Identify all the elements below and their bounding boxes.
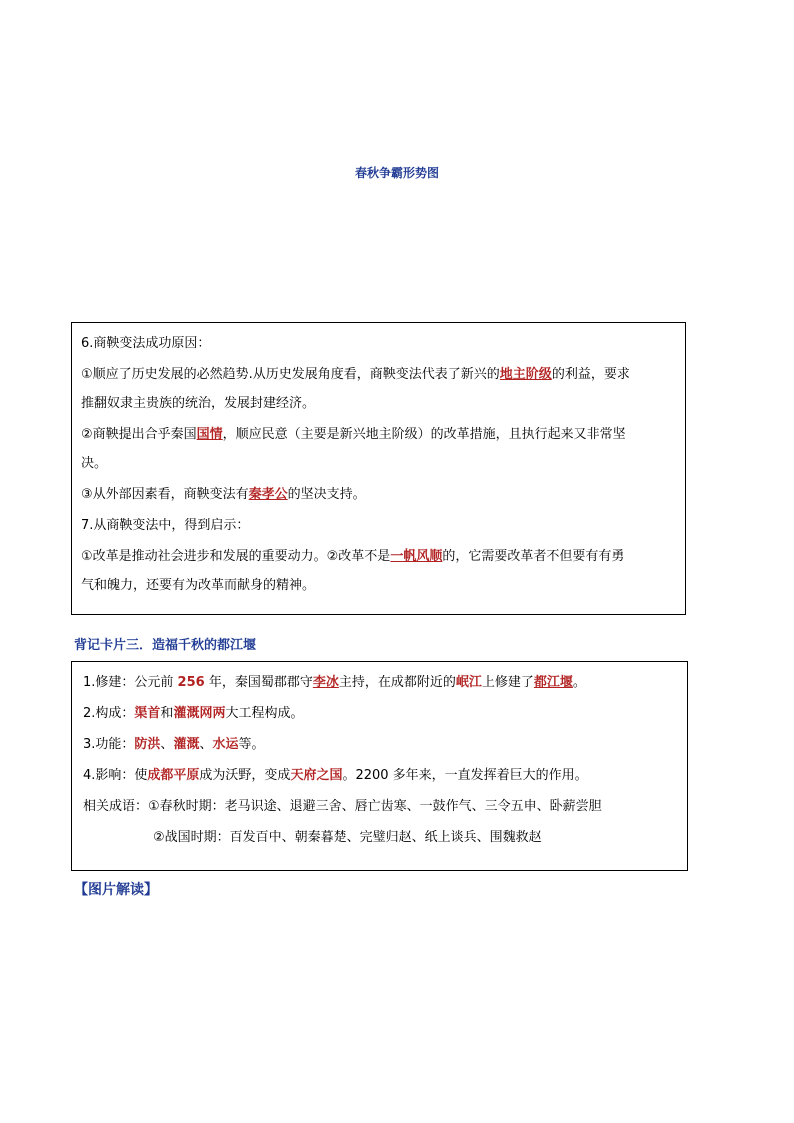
lesson-heading: 7.从商鞅变法中，得到启示： [81, 518, 250, 533]
keyword-chengdu-plain: 成都平原 [147, 768, 200, 783]
keyword-min-river: 岷江 [455, 675, 482, 690]
keyword-duke-xiao: 秦孝公 [248, 487, 288, 502]
keyword-water-transport: 水运 [212, 737, 239, 752]
keyword-flood-control: 防洪 [134, 737, 161, 752]
reason-2-cont: 决。 [81, 456, 108, 471]
function-row: 3.功能：防洪、灌溉、水运等。 [83, 737, 265, 752]
keyword-irrigation: 灌溉 [173, 737, 200, 752]
dujiangyan-box [71, 661, 688, 871]
idioms-warring-states: ②战国时期：百发百中、朝秦暮楚、完璧归赵、纸上谈兵、围魏救赵 [153, 830, 542, 845]
lesson-1: ①改革是推动社会进步和发展的重要动力。②改革不是一帆风顺的，它需要改革者不但要有有勇 [81, 549, 625, 564]
keyword-national-conditions: 国情 [196, 427, 223, 442]
keyword-smooth-sailing: 一帆风顺 [390, 549, 443, 564]
keyword-irrigation-network: 灌溉网两 [173, 706, 226, 721]
card-title: 背记卡片三．造福千秋的都江堰 [74, 638, 257, 653]
map-caption: 春秋争霸形势图 [354, 166, 439, 180]
reason-2: ②商鞅提出合乎秦国国情，顺应民意（主要是新兴地主阶级）的改革措施，且执行起来又非常坚 [81, 427, 626, 442]
shang-yang-reform-box [71, 322, 686, 615]
lesson-1-cont: 气和魄力，还要有为改革而献身的精神。 [81, 578, 316, 593]
keyword-li-bing: 李冰 [312, 675, 339, 690]
keyword-256: 256 [177, 675, 205, 690]
composition-row: 2.构成：渠首和灌溉网两大工程构成。 [83, 706, 304, 721]
impact-row: 4.影响：使成都平原成为沃野，变成天府之国。2200 多年来，一直发挥着巨大的作用。 [83, 768, 588, 783]
reason-1-cont: 推翻奴隶主贵族的统治，发展封建经济。 [81, 396, 316, 411]
reason-heading: 6.商鞅变法成功原因： [81, 336, 211, 351]
idioms-spring-autumn: 相关成语：①春秋时期：老马识途、退避三舍、唇亡齿寒、一鼓作气、三令五申、卧薪尝胆 [83, 799, 602, 814]
keyword-landlord-class: 地主阶级 [499, 367, 552, 382]
reason-3: ③从外部因素看，商鞅变法有秦孝公的坚决支持。 [81, 487, 366, 502]
keyword-land-of-abundance: 天府之国 [290, 768, 343, 783]
keyword-headworks: 渠首 [134, 706, 161, 721]
keyword-dujiangyan: 都江堰 [533, 675, 573, 690]
construction-row: 1.修建：公元前 256 年，秦国蜀郡郡守李冰主持，在成都附近的岷江上修建了都江堰。 [83, 675, 586, 690]
image-interpretation-heading: 【图片解读】 [74, 882, 158, 898]
reason-1: ①顺应了历史发展的必然趋势.从历史发展角度看，商鞅变法代表了新兴的地主阶级的利益，要求 [81, 367, 630, 382]
